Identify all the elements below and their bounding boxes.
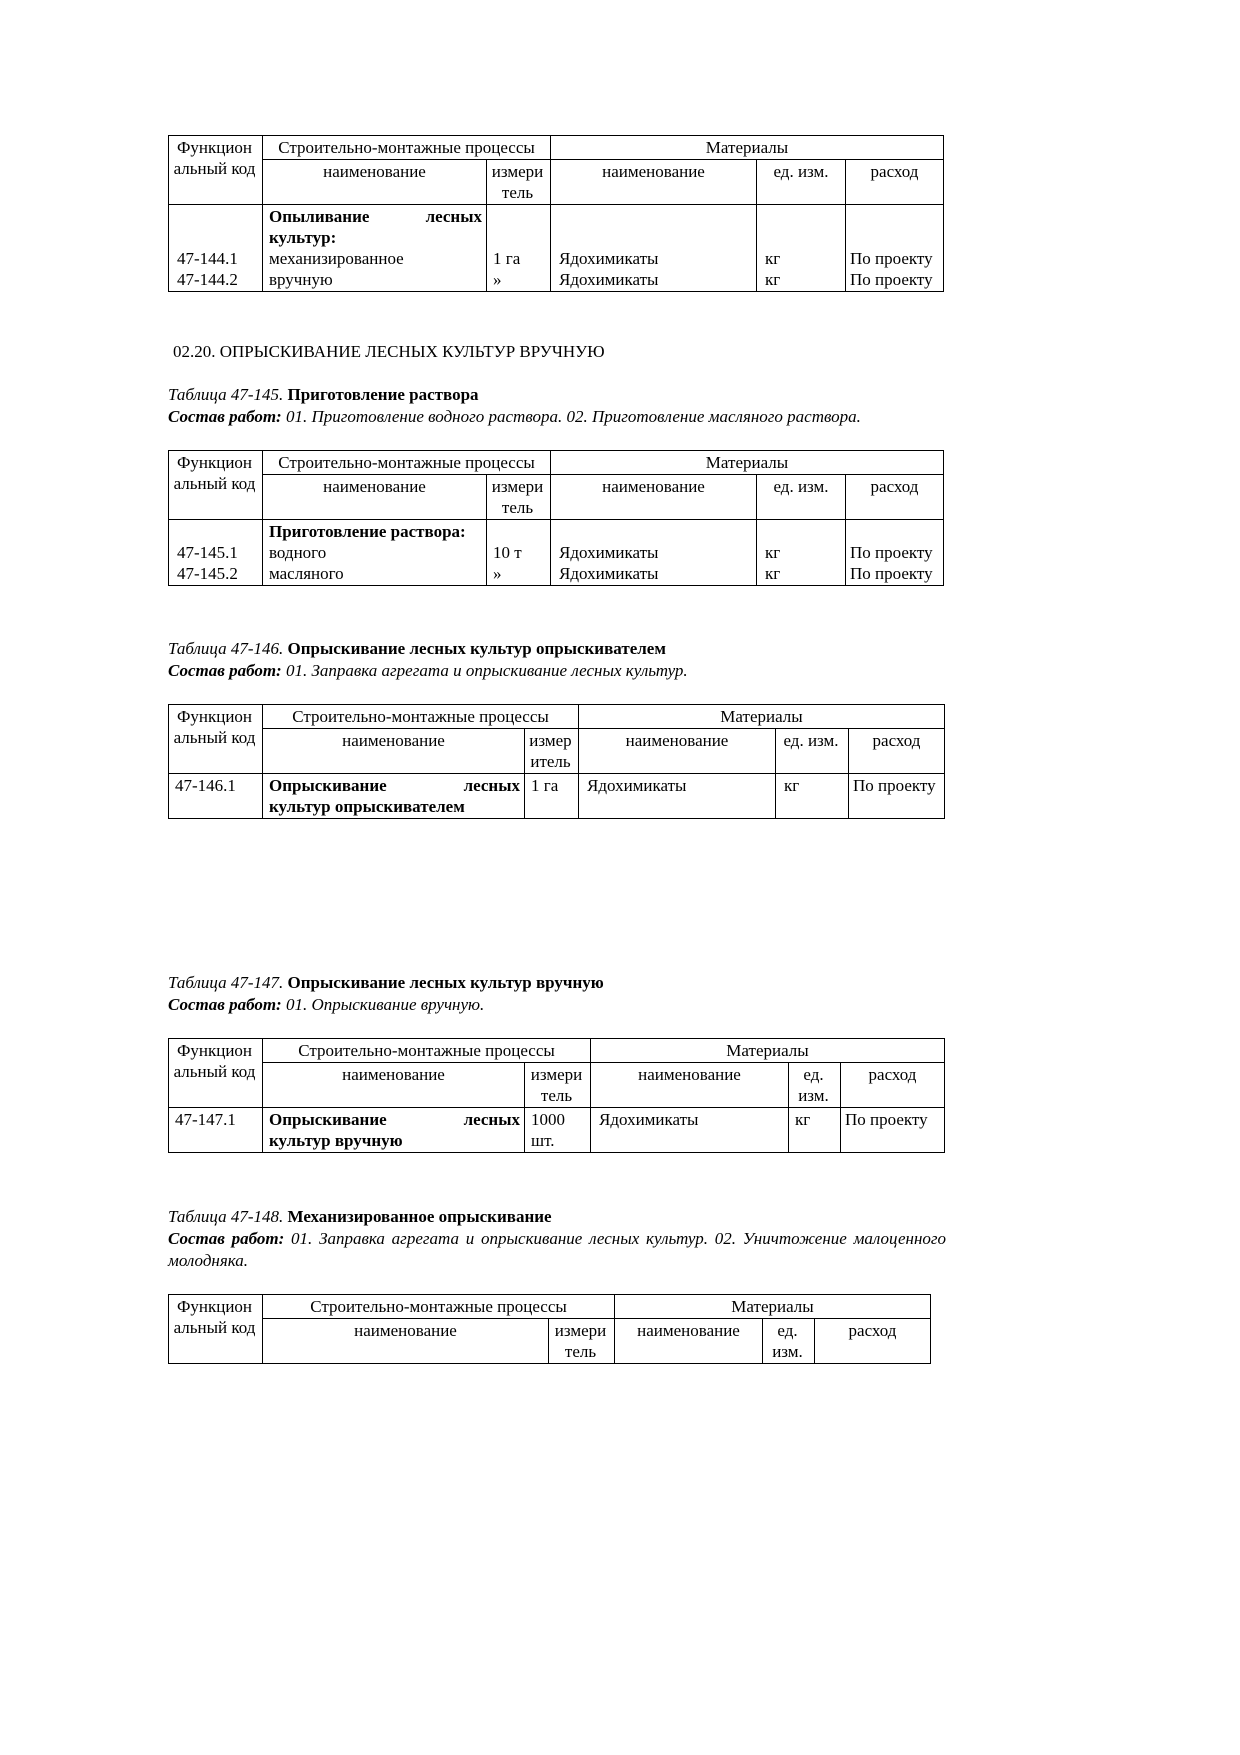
header-measure: измери тель <box>487 160 551 205</box>
unit-value: кг <box>765 270 781 289</box>
measure-value: » <box>493 564 502 583</box>
material-name: Ядохимикаты <box>559 270 659 289</box>
measure-cell <box>487 520 551 586</box>
measure-cell <box>525 1108 591 1153</box>
material-name: Ядохимикаты <box>559 564 659 583</box>
header-material-name: наименование <box>579 729 776 774</box>
unit-value: кг <box>784 776 800 795</box>
process-name-line-1 <box>269 1109 520 1130</box>
works-label: Состав работ: <box>168 407 282 426</box>
blank-line <box>765 206 841 227</box>
group-title-right: лесных <box>425 207 482 226</box>
table-47-146 <box>168 704 945 819</box>
works-label: Состав работ: <box>168 995 282 1014</box>
blank-line <box>177 206 258 227</box>
header-measure: измери тель <box>549 1319 615 1364</box>
process-name: водного <box>269 543 327 562</box>
header-functional-code: Функцион альный код <box>169 451 263 520</box>
table-47-144 <box>168 135 944 292</box>
process-name-right: лесных <box>463 776 520 795</box>
measure-value-line-1: 1000 <box>531 1110 565 1129</box>
header-row-2 <box>169 1319 931 1364</box>
functional-code: 47-144.1 <box>177 249 238 268</box>
process-name-cell <box>263 1108 525 1153</box>
body-row <box>169 774 945 819</box>
header-name: наименование <box>263 160 487 205</box>
measure-cell <box>487 205 551 292</box>
rate-cell <box>846 205 944 292</box>
header-name: наименование <box>263 1319 549 1364</box>
functional-code-cell <box>169 205 263 292</box>
blank-line <box>850 521 939 542</box>
header-processes: Строительно-монтажные процессы <box>263 136 551 160</box>
process-name-left: Опрыскивание <box>269 776 387 795</box>
material-name: Ядохимикаты <box>559 543 659 562</box>
caption-line <box>168 972 946 994</box>
measure-value: 1 га <box>493 249 521 268</box>
rate-value: По проекту <box>850 270 933 289</box>
header-materials: Материалы <box>591 1039 945 1063</box>
header-measure: измер итель <box>525 729 579 774</box>
header-unit: ед. изм. <box>757 160 846 205</box>
blank-line <box>559 521 752 542</box>
table-label: Таблица 47-148. <box>168 1207 284 1226</box>
measure-value: 10 т <box>493 543 522 562</box>
header-processes: Строительно-монтажные процессы <box>263 705 579 729</box>
header-name: наименование <box>263 729 525 774</box>
material-name: Ядохимикаты <box>599 1110 699 1129</box>
header-materials: Материалы <box>615 1295 931 1319</box>
works-line <box>168 660 946 682</box>
measure-value: » <box>493 270 502 289</box>
process-name-right: лесных <box>463 1110 520 1129</box>
header-material-name: наименование <box>615 1319 763 1364</box>
unit-cell <box>757 520 846 586</box>
process-name-line-2: культур вручную <box>269 1131 403 1150</box>
table-145-caption <box>168 384 946 428</box>
material-name-cell <box>551 205 757 292</box>
group-title: Приготовление раствора: <box>269 522 466 541</box>
header-rate: расход <box>849 729 945 774</box>
header-materials: Материалы <box>579 705 945 729</box>
process-name-cell <box>263 774 525 819</box>
blank-line <box>177 227 258 248</box>
header-row-1 <box>169 451 944 475</box>
table-47-147 <box>168 1038 945 1153</box>
section-heading: 02.20. ОПРЫСКИВАНИЕ ЛЕСНЫХ КУЛЬТУР ВРУЧНУЮ <box>173 342 605 361</box>
blank-line <box>493 206 546 227</box>
works-text: 01. Заправка агрегата и опрыскивание лесных культур. <box>285 661 688 680</box>
blank-line <box>765 521 841 542</box>
blank-line <box>493 521 546 542</box>
works-line <box>168 1228 946 1272</box>
table-146-caption <box>168 638 946 682</box>
unit-value: кг <box>765 249 781 268</box>
header-unit: ед. изм. <box>757 475 846 520</box>
unit-value: кг <box>765 564 781 583</box>
header-rate: расход <box>846 475 944 520</box>
header-functional-code: Функцион альный код <box>169 1039 263 1108</box>
body-row <box>169 520 944 586</box>
group-title-left: Опыливание <box>269 207 370 226</box>
header-material-name: наименование <box>591 1063 789 1108</box>
works-text: 01. Приготовление водного раствора. 02. Приготовление масляного раствора. <box>285 407 861 426</box>
unit-cell <box>776 774 849 819</box>
table-47-145 <box>168 450 944 586</box>
functional-code-cell <box>169 774 263 819</box>
group-title-line-2: культур: <box>269 228 337 247</box>
header-functional-code: Функцион альный код <box>169 1295 263 1364</box>
process-name: вручную <box>269 270 333 289</box>
measure-value-line-2: шт. <box>531 1131 555 1150</box>
unit-value: кг <box>795 1110 811 1129</box>
table-title: Опрыскивание лесных культур опрыскивателем <box>287 639 666 658</box>
header-material-name: наименование <box>551 160 757 205</box>
header-measure: измери тель <box>525 1063 591 1108</box>
rate-value: По проекту <box>853 776 936 795</box>
blank-line <box>559 227 752 248</box>
table-label: Таблица 47-145. <box>168 385 284 404</box>
unit-cell <box>757 205 846 292</box>
header-row-1 <box>169 705 945 729</box>
process-name-cell <box>263 520 487 586</box>
measure-cell <box>525 774 579 819</box>
table-label: Таблица 47-147. <box>168 973 284 992</box>
table-147-caption <box>168 972 946 1016</box>
table-148-caption <box>168 1206 946 1272</box>
table-title: Приготовление раствора <box>287 385 479 404</box>
works-text: 01. Опрыскивание вручную. <box>285 995 485 1014</box>
blank-line <box>850 227 939 248</box>
blank-line <box>559 206 752 227</box>
header-processes: Строительно-монтажные процессы <box>263 1039 591 1063</box>
blank-line <box>765 227 841 248</box>
header-name: наименование <box>263 1063 525 1108</box>
header-row-1 <box>169 136 944 160</box>
rate-cell <box>846 520 944 586</box>
rate-value: По проекту <box>850 249 933 268</box>
process-name-line-2: культур опрыскивателем <box>269 797 465 816</box>
table-47-148 <box>168 1294 931 1364</box>
table-label: Таблица 47-146. <box>168 639 284 658</box>
caption-line <box>168 1206 946 1228</box>
material-name: Ядохимикаты <box>587 776 687 795</box>
header-name: наименование <box>263 475 487 520</box>
rate-value: По проекту <box>845 1110 928 1129</box>
works-label: Состав работ: <box>168 661 282 680</box>
rate-value: По проекту <box>850 543 933 562</box>
header-processes: Строительно-монтажные процессы <box>263 1295 615 1319</box>
header-materials: Материалы <box>551 136 944 160</box>
process-name-line-1 <box>269 775 520 796</box>
works-line <box>168 994 946 1016</box>
header-rate: расход <box>815 1319 931 1364</box>
header-rate: расход <box>841 1063 945 1108</box>
group-title-line-1 <box>269 206 482 227</box>
header-materials: Материалы <box>551 451 944 475</box>
material-name-cell <box>579 774 776 819</box>
process-name-left: Опрыскивание <box>269 1110 387 1129</box>
unit-value: кг <box>765 543 781 562</box>
table-title: Опрыскивание лесных культур вручную <box>287 973 604 992</box>
caption-line <box>168 384 946 406</box>
works-text: 01. Заправка агрегата и опрыскивание лесных культур. 02. Уничтожение малоценного молодняка. <box>168 1229 947 1270</box>
header-functional-code: Функцион альный код <box>169 136 263 205</box>
functional-code: 47-145.2 <box>177 564 238 583</box>
header-row-1 <box>169 1295 931 1319</box>
functional-code: 47-145.1 <box>177 543 238 562</box>
header-processes: Строительно-монтажные процессы <box>263 451 551 475</box>
header-rate: расход <box>846 160 944 205</box>
process-name: механизированное <box>269 249 404 268</box>
header-material-name: наименование <box>551 475 757 520</box>
functional-code-cell <box>169 1108 263 1153</box>
rate-cell <box>841 1108 945 1153</box>
header-row-2 <box>169 160 944 205</box>
functional-code: 47-147.1 <box>175 1110 236 1129</box>
header-row-2 <box>169 475 944 520</box>
body-row <box>169 205 944 292</box>
body-row <box>169 1108 945 1153</box>
unit-cell <box>789 1108 841 1153</box>
blank-line <box>850 206 939 227</box>
header-measure: измери тель <box>487 475 551 520</box>
rate-cell <box>849 774 945 819</box>
caption-line <box>168 638 946 660</box>
header-unit: ед. изм. <box>776 729 849 774</box>
functional-code-cell <box>169 520 263 586</box>
header-row-1 <box>169 1039 945 1063</box>
process-name: масляного <box>269 564 344 583</box>
process-name-cell <box>263 205 487 292</box>
functional-code: 47-144.2 <box>177 270 238 289</box>
rate-value: По проекту <box>850 564 933 583</box>
works-label: Состав работ: <box>168 1229 285 1248</box>
material-name-cell <box>591 1108 789 1153</box>
header-row-2 <box>169 729 945 774</box>
material-name: Ядохимикаты <box>559 249 659 268</box>
blank-line <box>493 227 546 248</box>
table-title: Механизированное опрыскивание <box>287 1207 552 1226</box>
blank-line <box>177 521 258 542</box>
header-unit: ед. изм. <box>789 1063 841 1108</box>
material-name-cell <box>551 520 757 586</box>
functional-code: 47-146.1 <box>175 776 236 795</box>
works-line <box>168 406 946 428</box>
measure-value: 1 га <box>531 776 559 795</box>
header-functional-code: Функцион альный код <box>169 705 263 774</box>
header-unit: ед. изм. <box>763 1319 815 1364</box>
header-row-2 <box>169 1063 945 1108</box>
